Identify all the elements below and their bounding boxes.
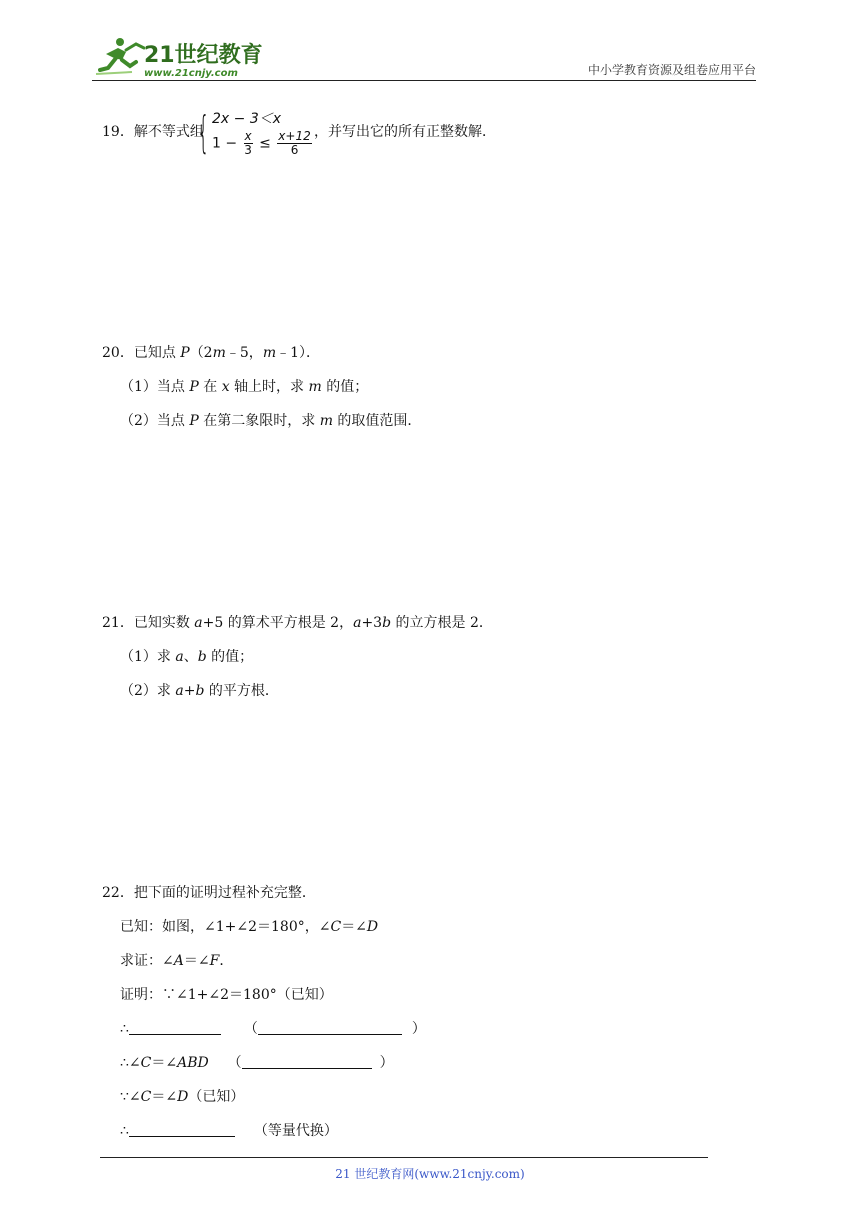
- platform-name: 中小学教育资源及组卷应用平台: [587, 63, 756, 77]
- site-logo: [92, 34, 262, 80]
- q22-stem: 22．把下面的证明过程补充完整．: [102, 885, 316, 901]
- q19-label: 19．解不等式组: [102, 124, 204, 140]
- q20-part-2: （2）当点 P 在第二象限时，求 m 的取值范围．: [120, 413, 422, 429]
- q21-part-1: （1）求 a、b 的值；: [120, 649, 254, 665]
- answer-blank[interactable]: [129, 1122, 235, 1137]
- svg-text:21世纪教育: 21世纪教育: [144, 43, 262, 68]
- q22-proof-line-1: 证明：∵∠1+∠2＝180°（已知）: [120, 987, 333, 1003]
- svg-text:www.21cnjy.com: www.21cnjy.com: [144, 68, 238, 79]
- answer-blank[interactable]: [129, 1020, 221, 1035]
- inequality-1: 2x − 3＜x: [212, 111, 282, 127]
- q21-part-2: （2）求 a+b 的平方根．: [120, 683, 279, 699]
- fraction-x-plus-12-over-6: $\frac{x+12}{6}$: [278, 129, 311, 157]
- fraction-x-over-3: $\frac{x}{3}$: [244, 129, 252, 157]
- q20-stem: 20．已知点 P（2m﹣5，m﹣1）．: [102, 345, 321, 361]
- q22-proof-line-5: ∴ （等量代换）: [120, 1123, 338, 1139]
- q21-stem: 21．已知实数 a+5 的算术平方根是 2，a+3b 的立方根是 2．: [102, 615, 493, 631]
- reason-blank[interactable]: [242, 1054, 372, 1069]
- footer-source: 21 世纪教育网(www.21cnjy.com): [335, 1167, 525, 1181]
- q22-proof-line-3: ∴∠C＝∠ABD （ ）: [120, 1055, 394, 1071]
- q20-part-1: （1）当点 P 在 x 轴上时，求 m 的值；: [120, 379, 369, 395]
- q22-prove: 求证：∠A＝∠F．: [120, 953, 234, 969]
- footer-divider: [100, 1157, 708, 1158]
- reason-blank[interactable]: [258, 1020, 402, 1035]
- q22-given: 已知：如图，∠1+∠2＝180°，∠C＝∠D: [120, 919, 379, 935]
- q22-proof-line-4: ∵∠C＝∠D（已知）: [120, 1089, 245, 1105]
- q22-proof-line-2: ∴ （ ）: [120, 1021, 426, 1037]
- header-divider: [92, 80, 756, 81]
- runner-icon: [96, 38, 144, 74]
- q19-instruction: ，并写出它的所有正整数解．: [314, 124, 496, 140]
- system-brace: {: [197, 107, 210, 158]
- inequality-2: 1 − $\frac{x}{3}$ ≤ $\frac{x+12}{6}$: [212, 129, 311, 157]
